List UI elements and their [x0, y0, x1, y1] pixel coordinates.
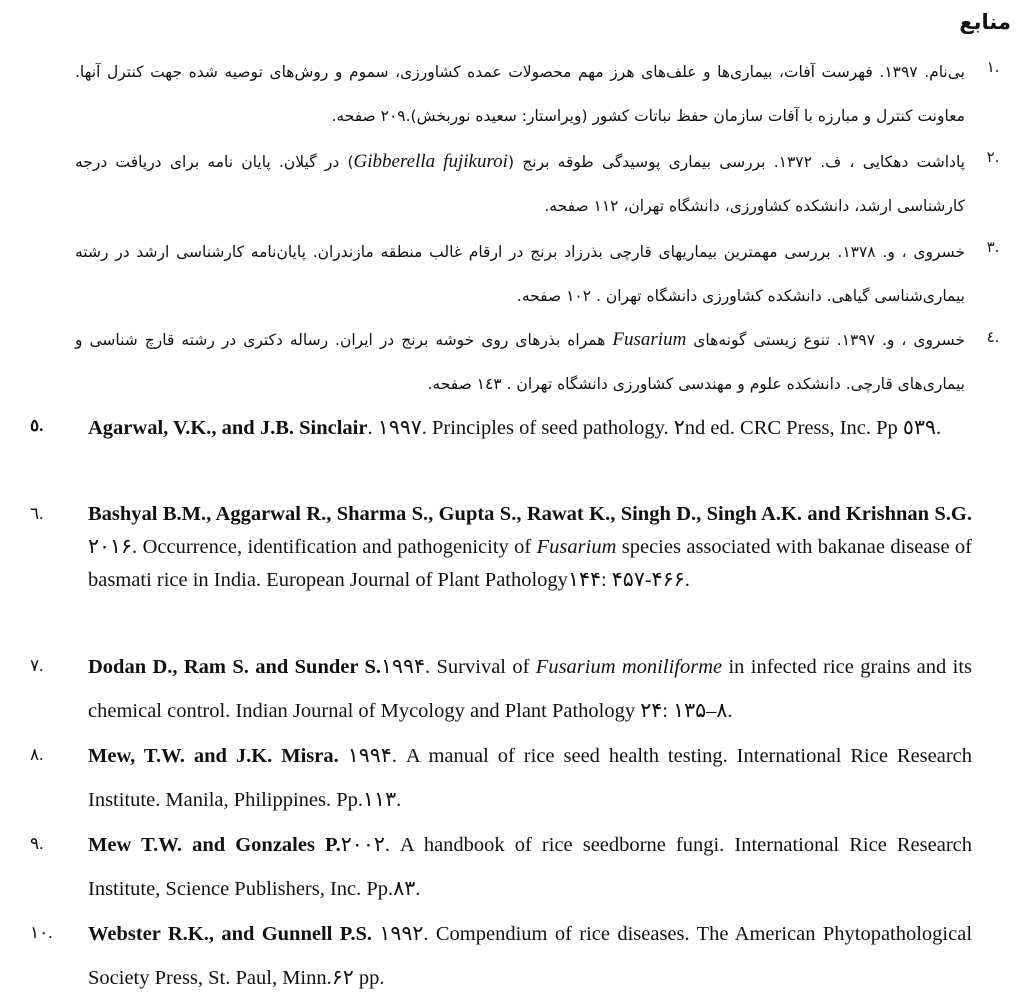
reference-item-3 — [75, 230, 965, 318]
ref-text: بی‌نام. ١٣٩٧. فهرست آفات، بیماری‌ها و علف‌های هرز مهم محصولات عمده کشاورزی، سموم و روش‌های توصیه شده جهت کنترل آنها. معاونت کنترل و مبارزه با آفات سازمان حفظ نباتات کشور (ویراستار: سعیده نوربخش).٢٠٩ صفحه. — [75, 63, 965, 125]
ref-authors: Mew, T.W. and J.K. Misra. — [88, 745, 339, 767]
reference-item-10 — [88, 912, 972, 1000]
ref-text: خسروی ، و. ١٣٩٧. تنوع زیستی گونه‌های — [686, 331, 965, 349]
ref-authors: Webster R.K., and Gunnell P.S. — [88, 923, 372, 945]
ref-italic-text: Fusarium — [612, 329, 687, 350]
reference-item-7 — [88, 645, 972, 733]
ref-text: ١٩٩٢. Compendium of rice diseases. The American Phytopathological Society Press, St. Paul, Minn.۶٢ pp. — [88, 923, 973, 989]
ref-text: ) در گیلان. پایان نامه برای دریافت درجه کارشناسی ارشد، دانشکده کشاورزی، دانشگاه تهران، ١١٢ صفحه. — [75, 153, 965, 215]
ref-text: ١٩٩۴. Survival of — [380, 656, 536, 678]
ref-text: . ١٩٩٧. Principles of seed pathology. ٢nd ed. CRC Press, Inc. Pp ٥٣٩. — [367, 417, 942, 439]
ref-text: پاداشت دهکایی ، ف. ١٣٧٢. بررسی بیماری پوسیدگی طوقه برنج ( — [507, 153, 965, 171]
ref-text: ١٩٩۴. A manual of rice seed health testing. International Rice Research Institute. Manila, Philippines. Pp.١١٣. — [88, 745, 973, 811]
ref-authors: Mew T.W. and Gonzales P. — [88, 834, 341, 856]
ref-text: همراه بذرهای روی خوشه برنج در ایران. رساله دکتری در رشته قارچ شناسی و بیماری‌های قارچی. دانشکده علوم و مهندسی کشاورزی دانشگاه تهران . ١٤٣ صفحه. — [75, 331, 965, 393]
ref-number: ٧. — [30, 656, 44, 675]
ref-italic-text: Fusarium — [536, 536, 617, 558]
ref-text: species associated with bakanae disease of basmati rice in India. European Journal of Plant Pathology١۴۴: ۴۵٧-۴۶۶. — [88, 536, 973, 591]
reference-item-9 — [88, 823, 972, 911]
reference-item-1 — [75, 50, 965, 138]
reference-item-2 — [75, 140, 965, 228]
ref-number: ١٠. — [30, 923, 53, 942]
ref-italic-text: Gibberella fujikuroi — [353, 151, 508, 172]
ref-number: ١. — [986, 58, 1000, 76]
ref-text: ٢٠٠٢. A handbook of rice seedborne fungi. International Rice Research Institute, Science Publishers, Inc. Pp.٨٣. — [88, 834, 972, 900]
ref-number: ٢. — [986, 148, 1000, 166]
ref-number: ٤. — [986, 328, 1000, 346]
ref-number: ٥. — [30, 416, 44, 435]
reference-item-6 — [88, 498, 972, 597]
reference-item-8 — [88, 734, 972, 822]
ref-authors: Agarwal, V.K., and J.B. Sinclair — [88, 417, 368, 439]
ref-number: ٨. — [30, 745, 44, 764]
reference-item-5 — [88, 406, 972, 450]
reference-item-4 — [75, 318, 965, 406]
ref-authors: Bashyal B.M., Aggarwal R., Sharma S., Gupta S., Rawat K., Singh D., Singh A.K. and Krishnan S.G. — [88, 503, 972, 525]
ref-number: ٩. — [30, 834, 44, 853]
ref-text: ٢٠١۶. Occurrence, identification and pathogenicity of — [88, 536, 537, 558]
ref-authors: Dodan D., Ram S. and Sunder S. — [88, 656, 381, 678]
ref-text: خسروی ، و. ١٣٧٨. بررسی مهمترین بیماریهای قارچی بذرزاد برنج در ارقام غالب منطقه مازندران. پایان‌نامه کارشناسی ارشد در رشته بیماری‌شناسی گیاهی. دانشکده کشاورزی دانشگاه تهران . ١٠٢ صفحه. — [75, 243, 965, 305]
ref-number: ٣. — [986, 238, 1000, 256]
ref-italic-text: Fusarium moniliforme — [535, 656, 723, 678]
references-heading: منابع — [959, 10, 1011, 34]
ref-text: in infected rice grains and its chemical control. Indian Journal of Mycology and Plant Pathology ٢۴: ١٣۵–٨. — [88, 656, 973, 722]
ref-number: ٦. — [30, 504, 44, 523]
